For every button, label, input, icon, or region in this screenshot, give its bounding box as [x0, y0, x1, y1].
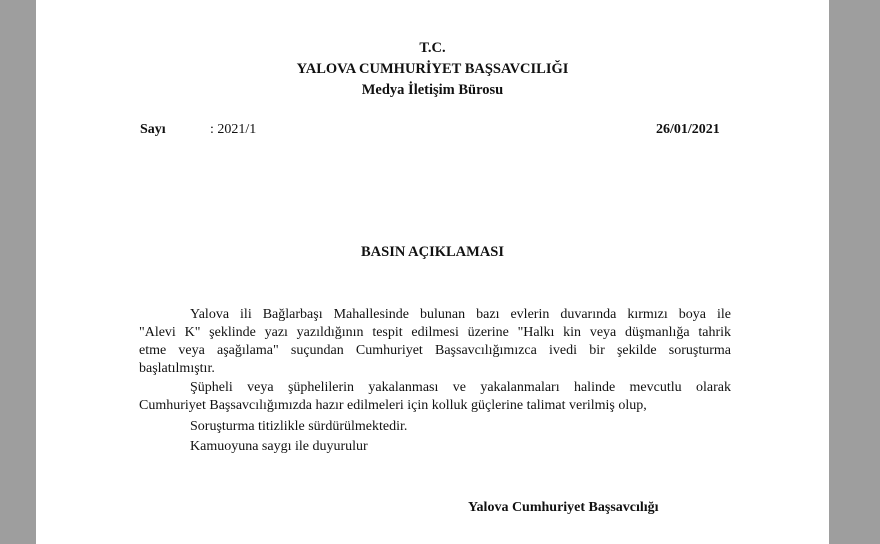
document-page — [36, 0, 829, 544]
signature: Yalova Cumhuriyet Başsavcılığı — [468, 500, 659, 515]
number-value-text: : 2021/1 — [210, 122, 257, 137]
header-office: Medya İletişim Bürosu — [361, 82, 504, 98]
document-title: BASIN AÇIKLAMASI — [360, 244, 505, 260]
body-line-7: Soruşturma titizlikle sürdürülmektedir. — [190, 419, 408, 434]
body-line-2: "Alevi K" şeklinde yazı yazıldığının tespit edilmesi üzerine "Halkı kin veya düşmanlığa tahrik — [139, 325, 731, 340]
body-line-4: başlatılmıştır. — [139, 361, 215, 376]
body-line-3: etme veya aşağılama" suçundan Cumhuriyet Başsavcılığımızca ivedi bir şekilde soruşturma — [139, 343, 731, 358]
body-line-1: Yalova ili Bağlarbaşı Mahallesinde bulunan bazı evlerin duvarında kırmızı boya ile — [190, 307, 731, 322]
number-value — [210, 122, 256, 138]
document-date: 26/01/2021 — [656, 122, 720, 137]
body-line-8: Kamuoyuna saygı ile duyurulur — [190, 439, 368, 454]
header-tc: T.C. — [419, 40, 446, 56]
header-institution: YALOVA CUMHURİYET BAŞSAVCILIĞI — [296, 61, 569, 77]
number-label: Sayı — [140, 122, 166, 137]
body-line-5: Şüpheli veya şüphelilerin yakalanması ve yakalanmaları halinde mevcutlu olarak — [190, 380, 731, 395]
body-line-6: Cumhuriyet Başsavcılığımızda hazır edilmeleri için kolluk güçlerine talimat verilmiş olup, — [139, 398, 647, 413]
